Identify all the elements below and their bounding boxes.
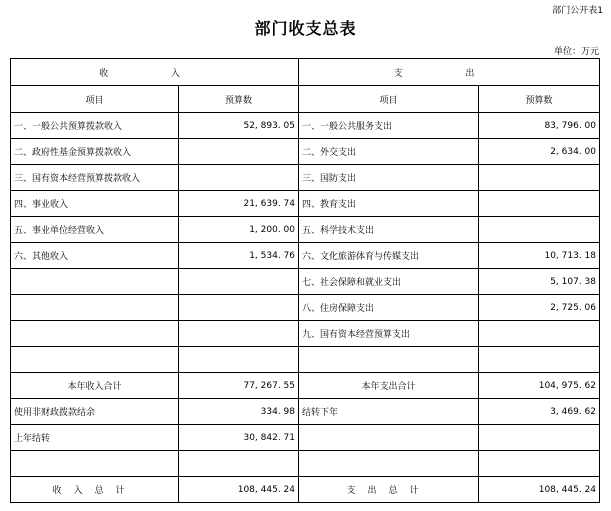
table-row	[11, 269, 600, 295]
expense-value: 2, 634. 00	[479, 139, 600, 165]
expense-item-header: 项目	[299, 86, 479, 113]
expense-item	[299, 451, 479, 477]
income-item: 二、政府性基金预算拨款收入	[11, 139, 179, 165]
income-item: 六、其他收入	[11, 243, 179, 269]
table-row	[11, 451, 600, 477]
income-item	[11, 321, 179, 347]
income-value	[179, 347, 299, 373]
income-budget-header: 预算数	[179, 86, 299, 113]
expense-item: 五、科学技术支出	[299, 217, 479, 243]
income-value	[179, 321, 299, 347]
income-value	[179, 139, 299, 165]
expense-value: 83, 796. 00	[479, 113, 600, 139]
income-item	[11, 295, 179, 321]
income-value	[179, 295, 299, 321]
table-row	[11, 399, 600, 425]
income-value: 52, 893. 05	[179, 113, 299, 139]
income-item: 使用非财政拨款结余	[11, 399, 179, 425]
column-header-row	[11, 86, 600, 113]
income-value	[179, 165, 299, 191]
expense-grand-total-value: 108, 445. 24	[479, 477, 600, 503]
expense-item: 三、国防支出	[299, 165, 479, 191]
page-title: 部门收支总表	[254, 19, 357, 38]
table-row	[11, 191, 600, 217]
expense-item: 八、住房保障支出	[299, 295, 479, 321]
expense-item: 九、国有资本经营预算支出	[299, 321, 479, 347]
expense-total-label: 本年支出合计	[299, 373, 479, 399]
expense-value	[479, 425, 600, 451]
income-value: 21, 639. 74	[179, 191, 299, 217]
income-item: 三、国有资本经营预算拨款收入	[11, 165, 179, 191]
income-section-header: 收 入	[11, 59, 299, 86]
expense-item: 二、外交支出	[299, 139, 479, 165]
expense-value: 10, 713. 18	[479, 243, 600, 269]
expense-value	[479, 217, 600, 243]
income-grand-total-value: 108, 445. 24	[179, 477, 299, 503]
expense-item: 七、社会保障和就业支出	[299, 269, 479, 295]
form-number: 部门公开表1	[552, 6, 603, 16]
table-row	[11, 347, 600, 373]
table-row	[11, 243, 600, 269]
income-item: 五、事业单位经营收入	[11, 217, 179, 243]
table-row	[11, 113, 600, 139]
income-value: 1, 200. 00	[179, 217, 299, 243]
expense-value: 5, 107. 38	[479, 269, 600, 295]
expense-value	[479, 321, 600, 347]
income-value	[179, 269, 299, 295]
annual-total-row	[11, 373, 600, 399]
income-total-value: 77, 267. 55	[179, 373, 299, 399]
table-row	[11, 321, 600, 347]
income-item-header: 项目	[11, 86, 179, 113]
expense-item: 结转下年	[299, 399, 479, 425]
income-grand-total-label: 收入总计	[11, 477, 179, 503]
expense-grand-total-label: 支出总计	[299, 477, 479, 503]
income-total-label: 本年收入合计	[11, 373, 179, 399]
expense-item: 六、文化旅游体育与传媒支出	[299, 243, 479, 269]
table-row	[11, 217, 600, 243]
expense-item	[299, 347, 479, 373]
income-item	[11, 451, 179, 477]
income-value	[179, 451, 299, 477]
expense-budget-header: 预算数	[479, 86, 600, 113]
income-item: 一、一般公共预算拨款收入	[11, 113, 179, 139]
income-item: 四、事业收入	[11, 191, 179, 217]
expense-item	[299, 425, 479, 451]
expense-value	[479, 347, 600, 373]
expense-item: 一、一般公共服务支出	[299, 113, 479, 139]
grand-total-row	[11, 477, 600, 503]
table-row	[11, 425, 600, 451]
budget-summary-table	[10, 58, 600, 503]
section-header-row	[11, 59, 600, 86]
expense-value	[479, 451, 600, 477]
table-row	[11, 165, 600, 191]
income-value: 334. 98	[179, 399, 299, 425]
income-value: 1, 534. 76	[179, 243, 299, 269]
income-item	[11, 269, 179, 295]
income-item	[11, 347, 179, 373]
table-row	[11, 295, 600, 321]
expense-item: 四、教育支出	[299, 191, 479, 217]
expense-value	[479, 165, 600, 191]
income-item: 上年结转	[11, 425, 179, 451]
unit-label: 单位：万元	[553, 47, 599, 57]
expense-total-value: 104, 975. 62	[479, 373, 600, 399]
table-row	[11, 139, 600, 165]
expense-value: 2, 725. 06	[479, 295, 600, 321]
expense-section-header: 支 出	[299, 59, 600, 86]
expense-value	[479, 191, 600, 217]
income-value: 30, 842. 71	[179, 425, 299, 451]
expense-value: 3, 469. 62	[479, 399, 600, 425]
